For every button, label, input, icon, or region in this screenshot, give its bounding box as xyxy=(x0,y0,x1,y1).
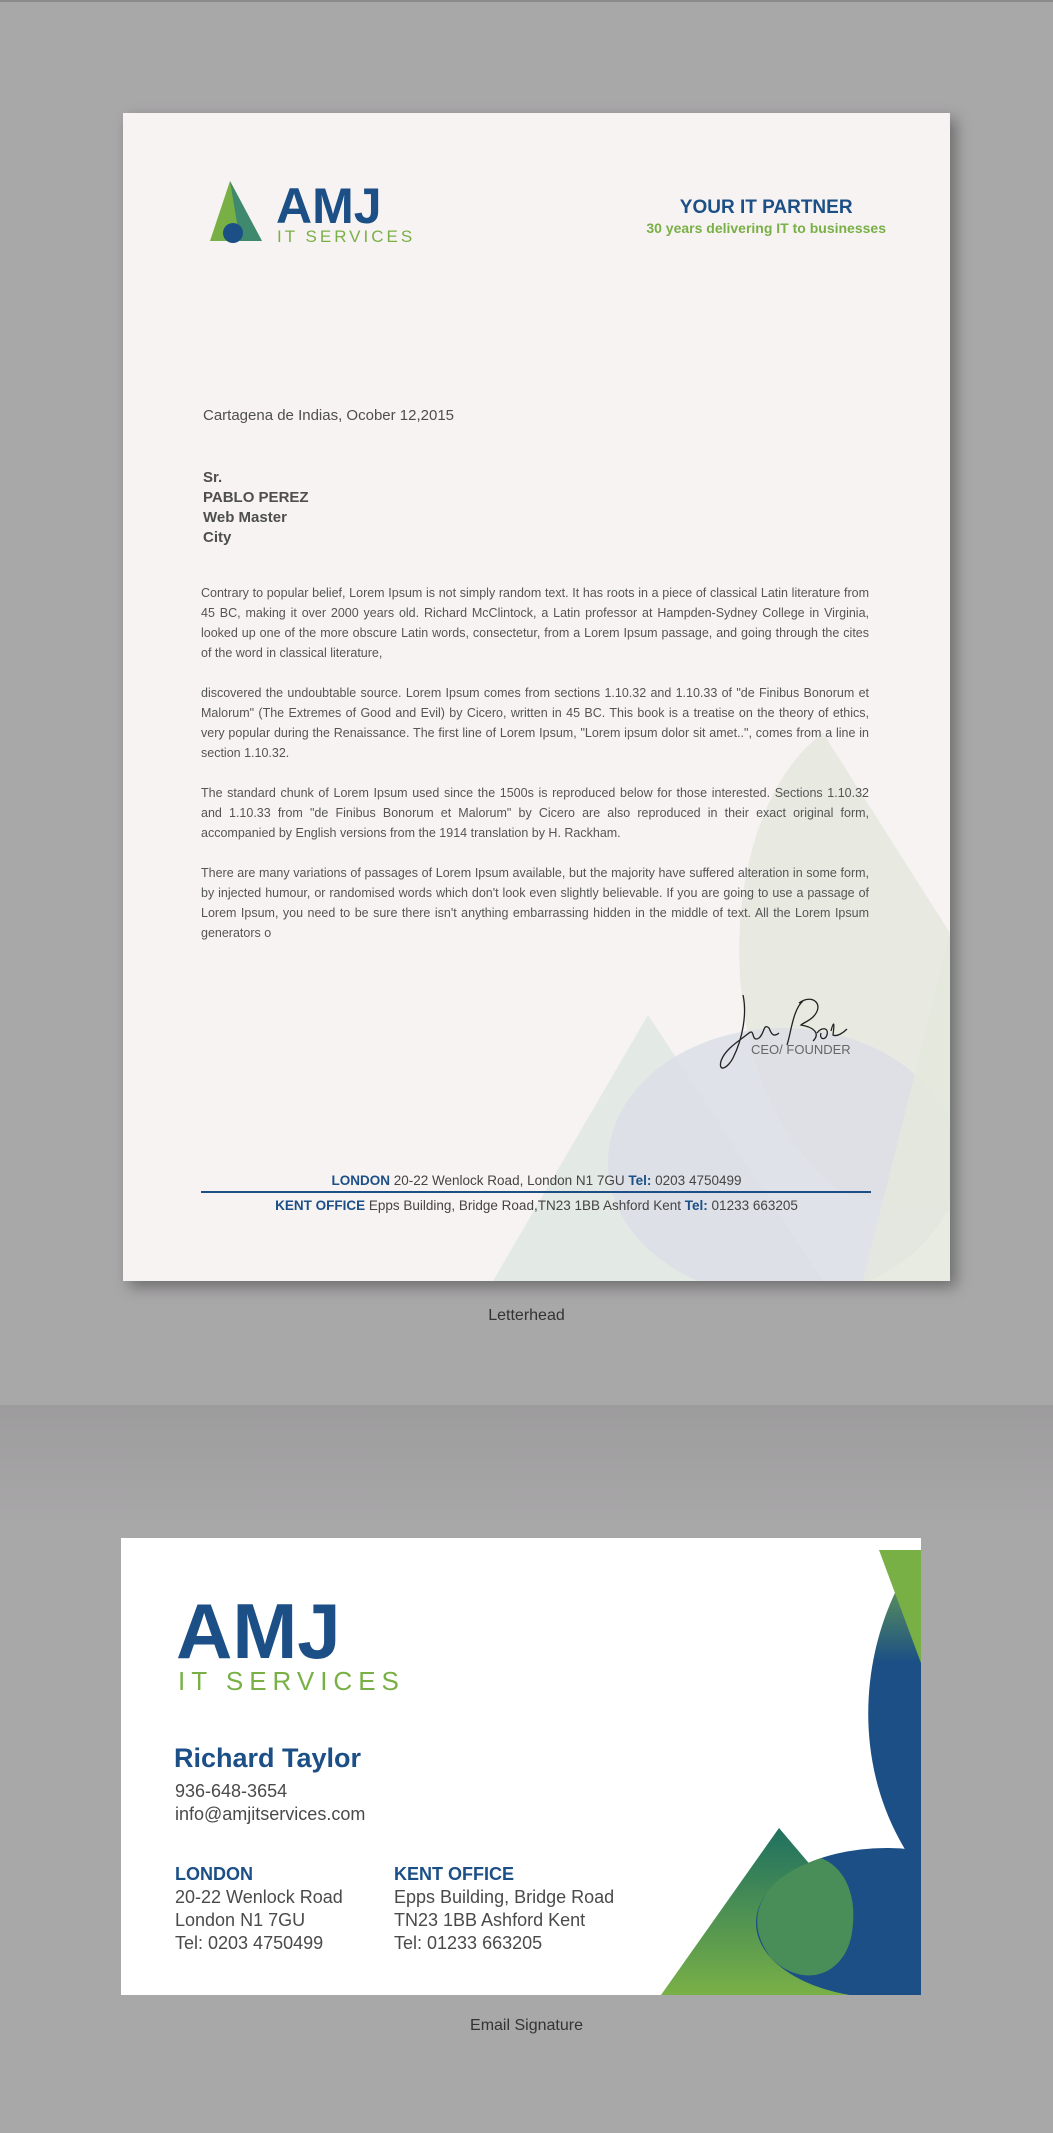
logo-main-text: AMJ xyxy=(276,179,382,234)
signature-title: CEO/ FOUNDER xyxy=(751,1042,851,1057)
footer-kent-label: KENT OFFICE xyxy=(275,1198,366,1213)
footer-kent-tel: 01233 663205 xyxy=(707,1198,798,1213)
kent-line1: Epps Building, Bridge Road xyxy=(394,1887,615,1907)
letter-date: Cartagena de Indias, Ocober 12,2015 xyxy=(203,407,455,424)
kent-tel: Tel: 01233 663205 xyxy=(394,1933,543,1953)
kent-line2: TN23 1BB Ashford Kent xyxy=(394,1910,586,1930)
body-paragraph: There are many variations of passages of Lorem Ipsum available, but the majority have suffered alteration in some form, by injected humour, or randomised words which don't look even slightly believable. If you are going to use a passage of Lorem Ipsum, you need to be sure there isn't anything embarrassing hidden in the middle of text. All the Lorem Ipsum generators o xyxy=(201,866,869,940)
london-line2: London N1 7GU xyxy=(175,1910,306,1930)
body-paragraph: The standard chunk of Lorem Ipsum used since the 1500s is reproduced below for those interested. Sections 1.10.32 and 1.10.33 from "de Finibus Bonorum et Malorum" by Cicero are also reproduced in their exact original form, accompanied by English versions from the 1914 translation by H. Rackham. xyxy=(201,786,869,840)
tagline-subtitle: 30 years delivering IT to businesses xyxy=(646,220,886,236)
amj-logo xyxy=(200,179,440,249)
logo-sub-text: IT SERVICES xyxy=(277,227,416,246)
card-kent-office xyxy=(394,1863,614,1955)
top-divider xyxy=(0,0,1053,2)
card-logo-main-text: AMJ xyxy=(176,1590,341,1675)
recipient-block xyxy=(203,468,309,548)
recipient-line: PABLO PEREZ xyxy=(203,489,309,506)
business-card xyxy=(121,1538,921,1995)
card-name: Richard Taylor xyxy=(174,1743,362,1773)
recipient-line: Web Master xyxy=(203,509,287,526)
card-email: info@amjitservices.com xyxy=(175,1804,366,1824)
kent-title: KENT OFFICE xyxy=(394,1864,514,1884)
recipient-line: City xyxy=(203,529,232,546)
london-title: LONDON xyxy=(175,1864,253,1884)
letter-body xyxy=(201,583,869,963)
body-paragraph: Contrary to popular belief, Lorem Ipsum is not simply random text. It has roots in a piece of classical Latin literature from 45 BC, making it over 2000 years old. Richard McClintock, a Latin professor at Hampden-Sydney College in Virginia, looked up one of the more obscure Latin words, consectetur, from a Lorem Ipsum passage, and going through the cites of the word in classical literature, xyxy=(201,586,869,660)
card-phone: 936-648-3654 xyxy=(175,1781,288,1801)
london-line1: 20-22 Wenlock Road xyxy=(175,1887,343,1907)
london-tel: Tel: 0203 4750499 xyxy=(175,1933,324,1953)
footer-london-tel: 0203 4750499 xyxy=(651,1173,742,1188)
recipient-line: Sr. xyxy=(203,469,223,486)
body-paragraph: discovered the undoubtable source. Lorem Ipsum comes from sections 1.10.32 and 1.10.33 of "de Finibus Bonorum et Malorum" (The Extremes of Good and Evil) by Cicero, written in 45 BC. This book is a treatise on the theory of ethics, very popular during the Renaissance. The first line of Lorem Ipsum, "Lorem ipsum dolor sit amet..", comes from a line in section 1.10.32. xyxy=(201,686,869,760)
footer-london-label: LONDON xyxy=(331,1173,390,1188)
card-caption: Email Signature xyxy=(470,2017,583,2034)
card-london-office xyxy=(175,1863,343,1955)
footer-london-tel-label: Tel: xyxy=(628,1173,652,1188)
card-logo-sub-text: IT SERVICES xyxy=(178,1666,405,1696)
footer-london xyxy=(123,1173,950,1188)
footer-kent xyxy=(123,1198,950,1213)
letterhead-page xyxy=(123,113,950,1281)
footer-london-address: 20-22 Wenlock Road, London N1 7GU xyxy=(390,1173,629,1188)
tagline-title: YOUR IT PARTNER xyxy=(679,197,853,218)
handwritten-signature xyxy=(713,983,853,1083)
tagline xyxy=(646,197,886,237)
card-amj-logo xyxy=(176,1590,426,1700)
footer-kent-tel-label: Tel: xyxy=(684,1198,708,1213)
footer-kent-address: Epps Building, Bridge Road,TN23 1BB Ashford Kent xyxy=(365,1198,685,1213)
letterhead-caption: Letterhead xyxy=(488,1307,565,1324)
footer-rule xyxy=(201,1191,871,1193)
